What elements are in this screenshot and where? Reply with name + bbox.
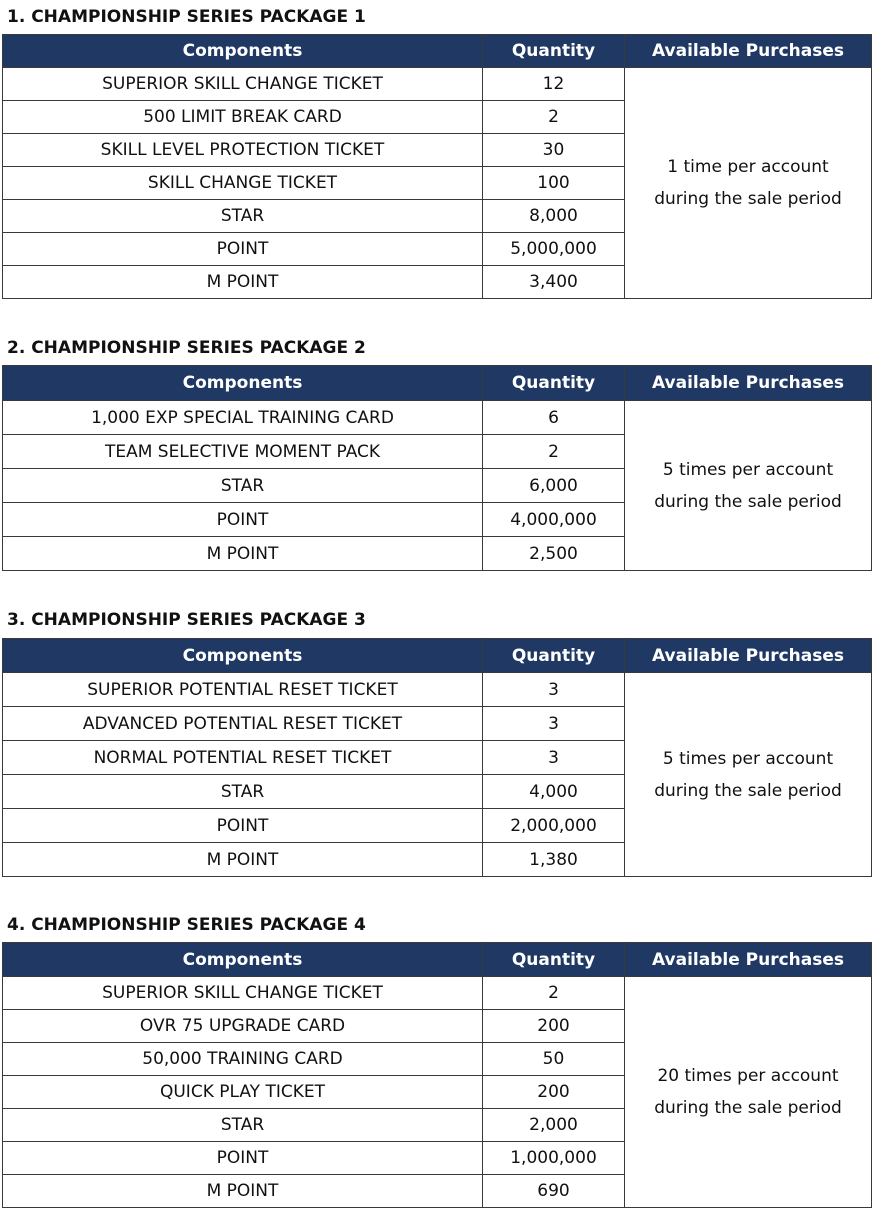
components-header: Components bbox=[3, 366, 483, 401]
component-cell: M POINT bbox=[3, 266, 483, 299]
component-cell: SKILL LEVEL PROTECTION TICKET bbox=[3, 134, 483, 167]
available-line-2: during the sale period bbox=[654, 780, 842, 801]
package-title: 2. CHAMPIONSHIP SERIES PACKAGE 2 bbox=[7, 338, 366, 358]
quantity-header: Quantity bbox=[483, 366, 625, 401]
table-row bbox=[3, 68, 872, 101]
quantity-header: Quantity bbox=[483, 639, 625, 673]
available-line-1: 5 times per account bbox=[662, 748, 834, 769]
quantity-header: Quantity bbox=[483, 943, 625, 977]
package-title: 4. CHAMPIONSHIP SERIES PACKAGE 4 bbox=[7, 915, 366, 935]
available-line-1: 5 times per account bbox=[662, 459, 834, 480]
table-row bbox=[3, 673, 872, 707]
components-header: Components bbox=[3, 639, 483, 673]
quantity-cell: 50 bbox=[483, 1043, 625, 1076]
quantity-cell: 4,000 bbox=[483, 775, 625, 809]
quantity-header: Quantity bbox=[483, 35, 625, 68]
components-header: Components bbox=[3, 35, 483, 68]
available-line-2: during the sale period bbox=[654, 491, 842, 512]
quantity-cell: 2,000,000 bbox=[483, 809, 625, 843]
quantity-cell: 2,000 bbox=[483, 1109, 625, 1142]
available-line-2: during the sale period bbox=[654, 189, 842, 209]
available-purchases-cell bbox=[625, 401, 872, 571]
component-cell: OVR 75 UPGRADE CARD bbox=[3, 1010, 483, 1043]
component-cell: SUPERIOR POTENTIAL RESET TICKET bbox=[3, 673, 483, 707]
component-cell: SUPERIOR SKILL CHANGE TICKET bbox=[3, 68, 483, 101]
quantity-cell: 100 bbox=[483, 167, 625, 200]
component-cell: M POINT bbox=[3, 537, 483, 571]
table-header-row bbox=[3, 639, 872, 673]
quantity-cell: 6,000 bbox=[483, 469, 625, 503]
package-table bbox=[2, 34, 872, 299]
quantity-cell: 4,000,000 bbox=[483, 503, 625, 537]
available-header: Available Purchases bbox=[625, 366, 872, 401]
quantity-cell: 2 bbox=[483, 977, 625, 1010]
quantity-cell: 30 bbox=[483, 134, 625, 167]
component-cell: 50,000 TRAINING CARD bbox=[3, 1043, 483, 1076]
available-header: Available Purchases bbox=[625, 35, 872, 68]
component-cell: STAR bbox=[3, 1109, 483, 1142]
component-cell: POINT bbox=[3, 233, 483, 266]
available-line-1: 20 times per account bbox=[657, 1066, 839, 1086]
available-purchases-cell bbox=[625, 673, 872, 877]
quantity-cell: 3 bbox=[483, 673, 625, 707]
component-cell: POINT bbox=[3, 503, 483, 537]
component-cell: NORMAL POTENTIAL RESET TICKET bbox=[3, 741, 483, 775]
component-cell: SKILL CHANGE TICKET bbox=[3, 167, 483, 200]
quantity-cell: 200 bbox=[483, 1076, 625, 1109]
package-title: 1. CHAMPIONSHIP SERIES PACKAGE 1 bbox=[7, 7, 366, 27]
quantity-cell: 6 bbox=[483, 401, 625, 435]
quantity-cell: 8,000 bbox=[483, 200, 625, 233]
available-line-2: during the sale period bbox=[654, 1098, 842, 1118]
component-cell: ADVANCED POTENTIAL RESET TICKET bbox=[3, 707, 483, 741]
quantity-cell: 1,380 bbox=[483, 843, 625, 877]
quantity-cell: 3,400 bbox=[483, 266, 625, 299]
package-table bbox=[2, 365, 872, 571]
package-table bbox=[2, 638, 872, 877]
quantity-cell: 5,000,000 bbox=[483, 233, 625, 266]
available-purchases-cell bbox=[625, 68, 872, 299]
component-cell: TEAM SELECTIVE MOMENT PACK bbox=[3, 435, 483, 469]
component-cell: M POINT bbox=[3, 843, 483, 877]
package-title: 3. CHAMPIONSHIP SERIES PACKAGE 3 bbox=[7, 610, 366, 630]
component-cell: STAR bbox=[3, 775, 483, 809]
quantity-cell: 3 bbox=[483, 707, 625, 741]
quantity-cell: 2,500 bbox=[483, 537, 625, 571]
quantity-cell: 2 bbox=[483, 101, 625, 134]
table-header-row bbox=[3, 35, 872, 68]
component-cell: SUPERIOR SKILL CHANGE TICKET bbox=[3, 977, 483, 1010]
quantity-cell: 2 bbox=[483, 435, 625, 469]
available-purchases-cell bbox=[625, 977, 872, 1208]
quantity-cell: 12 bbox=[483, 68, 625, 101]
table-row bbox=[3, 977, 872, 1010]
component-cell: STAR bbox=[3, 469, 483, 503]
quantity-cell: 690 bbox=[483, 1175, 625, 1208]
component-cell: M POINT bbox=[3, 1175, 483, 1208]
quantity-cell: 200 bbox=[483, 1010, 625, 1043]
available-header: Available Purchases bbox=[625, 639, 872, 673]
package-table bbox=[2, 942, 872, 1208]
table-header-row bbox=[3, 366, 872, 401]
component-cell: STAR bbox=[3, 200, 483, 233]
available-line-1: 1 time per account bbox=[667, 157, 829, 177]
component-cell: QUICK PLAY TICKET bbox=[3, 1076, 483, 1109]
component-cell: 500 LIMIT BREAK CARD bbox=[3, 101, 483, 134]
available-header: Available Purchases bbox=[625, 943, 872, 977]
table-header-row bbox=[3, 943, 872, 977]
component-cell: POINT bbox=[3, 809, 483, 843]
quantity-cell: 3 bbox=[483, 741, 625, 775]
component-cell: POINT bbox=[3, 1142, 483, 1175]
table-row bbox=[3, 401, 872, 435]
components-header: Components bbox=[3, 943, 483, 977]
component-cell: 1,000 EXP SPECIAL TRAINING CARD bbox=[3, 401, 483, 435]
quantity-cell: 1,000,000 bbox=[483, 1142, 625, 1175]
